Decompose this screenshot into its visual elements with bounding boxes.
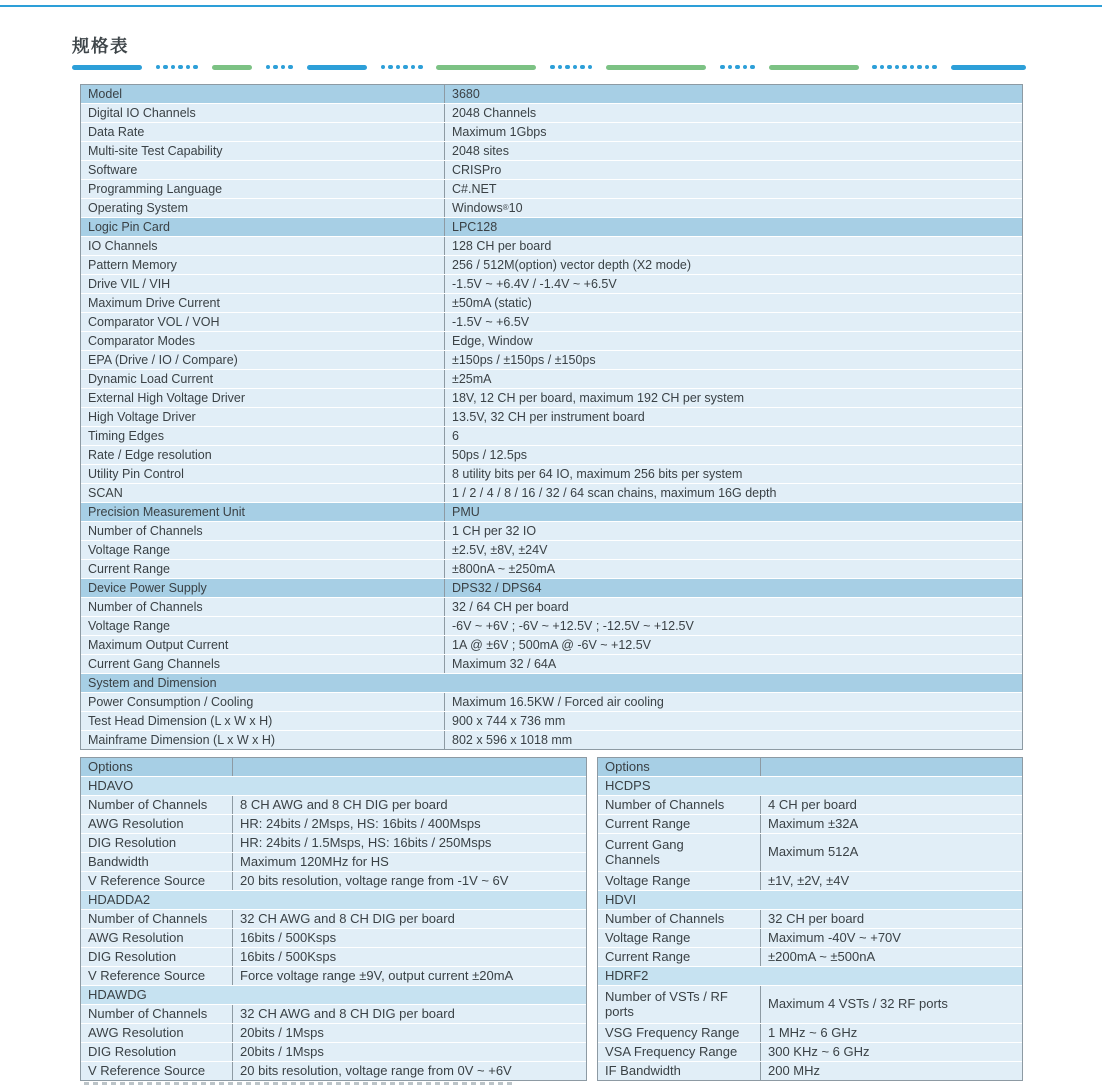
spec-value: 32 CH AWG and 8 CH DIG per board: [233, 1005, 586, 1023]
spec-label: Data Rate: [81, 123, 445, 141]
clipped-footnote-line: [84, 1082, 514, 1085]
spec-row: [81, 256, 1022, 275]
spec-label: Current Gang Channels: [81, 655, 445, 673]
divider-dots: [266, 65, 293, 70]
spec-label: Number of Channels: [598, 910, 761, 928]
spec-label: Voltage Range: [81, 617, 445, 635]
spec-row: [598, 872, 1022, 891]
spec-label: Digital IO Channels: [81, 104, 445, 122]
spec-row: [81, 617, 1022, 636]
spec-row: [598, 815, 1022, 834]
spec-label: Maximum Output Current: [81, 636, 445, 654]
spec-row: [81, 598, 1022, 617]
spec-label: Maximum Drive Current: [81, 294, 445, 312]
spec-value: 3680: [445, 85, 1022, 103]
spec-label: Voltage Range: [598, 929, 761, 947]
section-title: HCDPS: [598, 777, 1022, 795]
spec-label: Voltage Range: [81, 541, 445, 559]
spec-row: [81, 484, 1022, 503]
spec-value: 18V, 12 CH per board, maximum 192 CH per system: [445, 389, 1022, 407]
spec-label: Number of VSTs / RF ports: [598, 986, 761, 1023]
divider-dash: [212, 65, 252, 70]
spec-label: Number of Channels: [81, 522, 445, 540]
spec-row: [598, 1062, 1022, 1080]
spec-label: External High Voltage Driver: [81, 389, 445, 407]
spec-value: 20 bits resolution, voltage range from 0V ~ +6V: [233, 1062, 586, 1080]
spec-value: Maximum -40V ~ +70V: [761, 929, 1022, 947]
spec-row: [81, 465, 1022, 484]
section-title: HDADDA2: [81, 891, 586, 909]
spec-label: Options: [81, 758, 233, 776]
spec-value: 1 CH per 32 IO: [445, 522, 1022, 540]
spec-label: Comparator VOL / VOH: [81, 313, 445, 331]
spec-value: 32 CH per board: [761, 910, 1022, 928]
spec-row: [81, 910, 586, 929]
spec-value: 1A @ ±6V ; 500mA @ -6V ~ +12.5V: [445, 636, 1022, 654]
spec-value: 20bits / 1Msps: [233, 1043, 586, 1061]
spec-label: VSA Frequency Range: [598, 1043, 761, 1061]
spec-label: Test Head Dimension (L x W x H): [81, 712, 445, 730]
spec-label: AWG Resolution: [81, 929, 233, 947]
spec-value: 16bits / 500Ksps: [233, 948, 586, 966]
spec-row: [81, 1062, 586, 1080]
divider-dash: [951, 65, 1026, 70]
spec-value: ±2.5V, ±8V, ±24V: [445, 541, 1022, 559]
spec-value: 1 / 2 / 4 / 8 / 16 / 32 / 64 scan chains, maximum 16G depth: [445, 484, 1022, 502]
section-header-row: [81, 218, 1022, 237]
options-table-right: [597, 757, 1023, 1081]
spec-value: Maximum ±32A: [761, 815, 1022, 833]
spec-value: 50ps / 12.5ps: [445, 446, 1022, 464]
spec-row: [81, 389, 1022, 408]
spec-value: 20bits / 1Msps: [233, 1024, 586, 1042]
spec-value: Force voltage range ±9V, output current ±20mA: [233, 967, 586, 985]
spec-value: Windows ® 10: [445, 199, 1022, 217]
spec-row: [598, 929, 1022, 948]
spec-label: Current Range: [598, 815, 761, 833]
spec-label: SCAN: [81, 484, 445, 502]
spec-row: [81, 522, 1022, 541]
spec-row: [598, 948, 1022, 967]
spec-value: 20 bits resolution, voltage range from -1V ~ 6V: [233, 872, 586, 890]
section-title: System and Dimension: [81, 674, 1022, 692]
spec-value: 256 / 512M(option) vector depth (X2 mode): [445, 256, 1022, 274]
spec-label: Device Power Supply: [81, 579, 445, 597]
spec-value: -1.5V ~ +6.4V / -1.4V ~ +6.5V: [445, 275, 1022, 293]
section-header-row: [81, 674, 1022, 693]
spec-label: Rate / Edge resolution: [81, 446, 445, 464]
spec-label: Timing Edges: [81, 427, 445, 445]
spec-value: LPC128: [445, 218, 1022, 236]
spec-label: Dynamic Load Current: [81, 370, 445, 388]
spec-row: [81, 1024, 586, 1043]
spec-row: [81, 104, 1022, 123]
divider-dots: [381, 65, 423, 70]
spec-value: 300 KHz ~ 6 GHz: [761, 1043, 1022, 1061]
spec-value: ±25mA: [445, 370, 1022, 388]
spec-row: [598, 986, 1022, 1024]
spec-row: [81, 731, 1022, 749]
spec-label: VSG Frequency Range: [598, 1024, 761, 1042]
spec-label: Number of Channels: [81, 796, 233, 814]
section-header-row: [598, 891, 1022, 910]
spec-value: 32 / 64 CH per board: [445, 598, 1022, 616]
spec-value: Maximum 16.5KW / Forced air cooling: [445, 693, 1022, 711]
spec-value: ±150ps / ±150ps / ±150ps: [445, 351, 1022, 369]
section-title: HDRF2: [598, 967, 1022, 985]
spec-value: 2048 Channels: [445, 104, 1022, 122]
spec-label: AWG Resolution: [81, 1024, 233, 1042]
spec-label: V Reference Source: [81, 872, 233, 890]
spec-value: 16bits / 500Ksps: [233, 929, 586, 947]
spec-value: 4 CH per board: [761, 796, 1022, 814]
spec-label: Comparator Modes: [81, 332, 445, 350]
spec-value: Maximum 4 VSTs / 32 RF ports: [761, 986, 1022, 1023]
spec-label: DIG Resolution: [81, 1043, 233, 1061]
spec-row: [81, 636, 1022, 655]
section-header-row: [81, 777, 586, 796]
spec-value: [233, 758, 586, 776]
spec-label: Logic Pin Card: [81, 218, 445, 236]
spec-value: [761, 758, 1022, 776]
spec-label: Current Range: [81, 560, 445, 578]
spec-value: 1 MHz ~ 6 GHz: [761, 1024, 1022, 1042]
divider-dash: [769, 65, 859, 70]
spec-row: [81, 180, 1022, 199]
spec-value: HR: 24bits / 2Msps, HS: 16bits / 400Msps: [233, 815, 586, 833]
spec-row: [81, 834, 586, 853]
spec-row: [598, 834, 1022, 872]
spec-label: IO Channels: [81, 237, 445, 255]
spec-row: [81, 693, 1022, 712]
spec-row: [81, 796, 586, 815]
spec-label: V Reference Source: [81, 967, 233, 985]
spec-row: [81, 872, 586, 891]
spec-value: ±50mA (static): [445, 294, 1022, 312]
section-header-row: [598, 777, 1022, 796]
spec-value: 8 utility bits per 64 IO, maximum 256 bits per system: [445, 465, 1022, 483]
spec-value: ±800nA ~ ±250mA: [445, 560, 1022, 578]
spec-row: [81, 712, 1022, 731]
spec-row: [81, 967, 586, 986]
section-header-row: [81, 986, 586, 1005]
spec-label: DIG Resolution: [81, 834, 233, 852]
spec-row: [81, 408, 1022, 427]
spec-value: ±200mA ~ ±500nA: [761, 948, 1022, 966]
spec-row: [598, 1024, 1022, 1043]
spec-value: 8 CH AWG and 8 CH DIG per board: [233, 796, 586, 814]
divider-dash: [606, 65, 706, 70]
spec-value: Maximum 1Gbps: [445, 123, 1022, 141]
section-header-row: [81, 503, 1022, 522]
spec-value: 2048 sites: [445, 142, 1022, 160]
spec-row: [81, 815, 586, 834]
spec-value: 13.5V, 32 CH per instrument board: [445, 408, 1022, 426]
spec-value: PMU: [445, 503, 1022, 521]
spec-label: Number of Channels: [81, 1005, 233, 1023]
spec-row: [81, 370, 1022, 389]
spec-label: Bandwidth: [81, 853, 233, 871]
options-table-left: [80, 757, 587, 1081]
spec-label: Model: [81, 85, 445, 103]
spec-row: [81, 142, 1022, 161]
spec-row: [81, 560, 1022, 579]
spec-row: [81, 161, 1022, 180]
section-header-row: [81, 579, 1022, 598]
spec-row: [81, 929, 586, 948]
spec-label: Utility Pin Control: [81, 465, 445, 483]
spec-label: Multi-site Test Capability: [81, 142, 445, 160]
top-accent-rule: [0, 5, 1102, 7]
spec-value: Maximum 32 / 64A: [445, 655, 1022, 673]
spec-value: 32 CH AWG and 8 CH DIG per board: [233, 910, 586, 928]
section-title: HDAVO: [81, 777, 586, 795]
spec-row: [81, 313, 1022, 332]
spec-value: ±1V, ±2V, ±4V: [761, 872, 1022, 890]
spec-value: -6V ~ +6V ; -6V ~ +12.5V ; -12.5V ~ +12.5V: [445, 617, 1022, 635]
spec-row: [81, 853, 586, 872]
section-title: HDAWDG: [81, 986, 586, 1004]
spec-row: [81, 541, 1022, 560]
spec-value: HR: 24bits / 1.5Msps, HS: 16bits / 250Msps: [233, 834, 586, 852]
divider-dots: [720, 65, 755, 70]
spec-label: Number of Channels: [81, 910, 233, 928]
spec-value: -1.5V ~ +6.5V: [445, 313, 1022, 331]
spec-label: Number of Channels: [81, 598, 445, 616]
spec-label: AWG Resolution: [81, 815, 233, 833]
section-header-row: [598, 758, 1022, 777]
spec-label: Operating System: [81, 199, 445, 217]
spec-label: Number of Channels: [598, 796, 761, 814]
divider-dots: [156, 65, 198, 70]
spec-value: DPS32 / DPS64: [445, 579, 1022, 597]
spec-label: V Reference Source: [81, 1062, 233, 1080]
spec-label: Drive VIL / VIH: [81, 275, 445, 293]
spec-row: [81, 199, 1022, 218]
spec-label: Options: [598, 758, 761, 776]
spec-label: IF Bandwidth: [598, 1062, 761, 1080]
spec-label: High Voltage Driver: [81, 408, 445, 426]
divider-dash: [72, 65, 142, 70]
spec-label: Voltage Range: [598, 872, 761, 890]
spec-row: [81, 427, 1022, 446]
spec-value: Maximum 120MHz for HS: [233, 853, 586, 871]
main-spec-table: [80, 84, 1023, 750]
spec-row: [598, 910, 1022, 929]
section-title: HDVI: [598, 891, 1022, 909]
spec-value: C#.NET: [445, 180, 1022, 198]
spec-row: [81, 275, 1022, 294]
divider-dots: [872, 65, 937, 70]
spec-value: Maximum 512A: [761, 834, 1022, 871]
spec-value: 200 MHz: [761, 1062, 1022, 1080]
section-header-row: [81, 85, 1022, 104]
spec-row: [81, 948, 586, 967]
spec-label: Current Range: [598, 948, 761, 966]
spec-row: [598, 796, 1022, 815]
spec-value: 900 x 744 x 736 mm: [445, 712, 1022, 730]
spec-row: [81, 446, 1022, 465]
spec-label: Programming Language: [81, 180, 445, 198]
spec-label: Mainframe Dimension (L x W x H): [81, 731, 445, 749]
section-header-row: [81, 758, 586, 777]
spec-value: 128 CH per board: [445, 237, 1022, 255]
spec-value: 6: [445, 427, 1022, 445]
divider-dash: [436, 65, 536, 70]
spec-row: [81, 655, 1022, 674]
spec-label: Pattern Memory: [81, 256, 445, 274]
decorative-divider: [72, 63, 1026, 71]
spec-label: Current Gang Channels: [598, 834, 761, 871]
spec-label: Precision Measurement Unit: [81, 503, 445, 521]
spec-value: Edge, Window: [445, 332, 1022, 350]
divider-dash: [307, 65, 367, 70]
spec-value: CRISPro: [445, 161, 1022, 179]
spec-row: [81, 1043, 586, 1062]
spec-row: [81, 237, 1022, 256]
divider-dots: [550, 65, 592, 70]
spec-row: [81, 351, 1022, 370]
spec-row: [81, 332, 1022, 351]
spec-row: [598, 1043, 1022, 1062]
spec-row: [81, 1005, 586, 1024]
page-title: 规格表: [72, 36, 129, 56]
spec-label: Power Consumption / Cooling: [81, 693, 445, 711]
section-header-row: [81, 891, 586, 910]
spec-row: [81, 123, 1022, 142]
spec-row: [81, 294, 1022, 313]
spec-label: EPA (Drive / IO / Compare): [81, 351, 445, 369]
spec-label: DIG Resolution: [81, 948, 233, 966]
spec-value: 802 x 596 x 1018 mm: [445, 731, 1022, 749]
section-header-row: [598, 967, 1022, 986]
spec-label: Software: [81, 161, 445, 179]
